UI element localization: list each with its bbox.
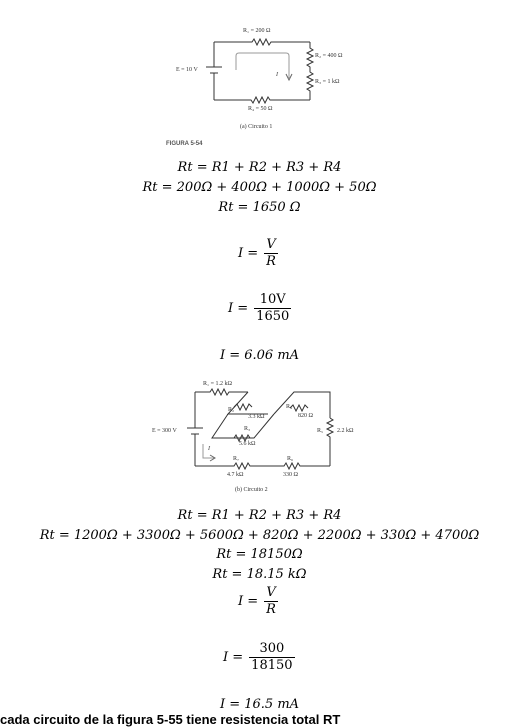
c2-r1-label: R₁ = 1.2 kΩ	[203, 381, 232, 387]
c2-rt-values: Rt = 1200Ω + 3300Ω + 5600Ω + 820Ω + 2200Ω + 330Ω + 4700Ω	[39, 528, 480, 543]
figure-label: FIGURA 5-54	[166, 141, 203, 147]
c2-sub-den: 18150	[251, 658, 293, 673]
c1-rt-result: Rt = 1650 Ω	[218, 200, 301, 215]
c1-sub-num: 10V	[259, 292, 286, 307]
c2-r6-value: 330 Ω	[283, 472, 298, 478]
circuit-1-diagram	[160, 20, 380, 150]
c2-e-label: E = 300 V	[152, 428, 177, 434]
c1-r3-label: R₃ = 1 kΩ	[315, 79, 340, 85]
c2-r5-value: 2.2 kΩ	[337, 428, 354, 434]
c1-e-label: E = 10 V	[176, 67, 198, 73]
c1-rt-values: Rt = 200Ω + 400Ω + 1000Ω + 50Ω	[142, 180, 377, 195]
c2-rt-result-k: Rt = 18.15 kΩ	[212, 567, 307, 582]
c2-r7-label: R₇	[233, 456, 240, 462]
c2-ohm-den: R	[266, 602, 276, 617]
c1-current-label: I	[276, 72, 278, 78]
next-paragraph-text: cada circuito de la figura 5-55 tiene resistencia total RT	[0, 712, 341, 727]
c1-ohm-den: R	[266, 254, 276, 269]
c1-ohm-lhs: I =	[238, 246, 259, 261]
c1-r1-label: R₁ = 200 Ω	[243, 28, 271, 34]
c2-r6-label: R₆	[287, 456, 294, 462]
c2-r4-value: 820 Ω	[298, 413, 313, 419]
c2-substitution	[223, 641, 295, 674]
c2-ohm-lhs: I =	[238, 594, 259, 609]
c2-sub-lhs: I =	[223, 650, 244, 665]
c2-rt-result: Rt = 18150Ω	[216, 547, 303, 562]
c1-caption: (a) Circuito 1	[240, 124, 273, 130]
c2-r5-label: R₅	[317, 428, 324, 434]
c2-rt-formula: Rt = R1 + R2 + R3 + R4	[177, 508, 342, 523]
c1-r4-label: R₄ = 50 Ω	[248, 106, 273, 112]
c2-r2-value: 3.3 kΩ	[248, 414, 265, 420]
c2-r7-value: 4.7 kΩ	[227, 472, 244, 478]
c2-caption: (b) Circuito 2	[235, 487, 268, 493]
c2-r2-label: R₂	[228, 407, 235, 413]
c2-ohm-num: V	[266, 585, 276, 600]
c2-ohm-law	[238, 585, 278, 618]
c1-r2-label: R₂ = 400 Ω	[315, 53, 343, 59]
c2-r3-value: 5.6 kΩ	[239, 441, 256, 447]
c1-rt-formula: Rt = R1 + R2 + R3 + R4	[177, 160, 342, 175]
circuit-2-diagram	[150, 378, 370, 498]
c1-current-result: I = 6.06 mA	[219, 348, 300, 363]
c1-sub-lhs: I =	[228, 301, 249, 316]
c1-substitution	[228, 292, 291, 325]
c2-sub-num: 300	[259, 641, 285, 656]
c1-sub-den: 1650	[256, 309, 290, 324]
c1-ohm-num: V	[266, 237, 276, 252]
c2-current-result: I = 16.5 mA	[219, 697, 300, 712]
c2-current-label: I	[208, 446, 210, 452]
c1-ohm-law	[238, 237, 278, 270]
c2-r4-label: R₄	[286, 404, 293, 410]
c2-r3-label: R₃	[244, 426, 251, 432]
